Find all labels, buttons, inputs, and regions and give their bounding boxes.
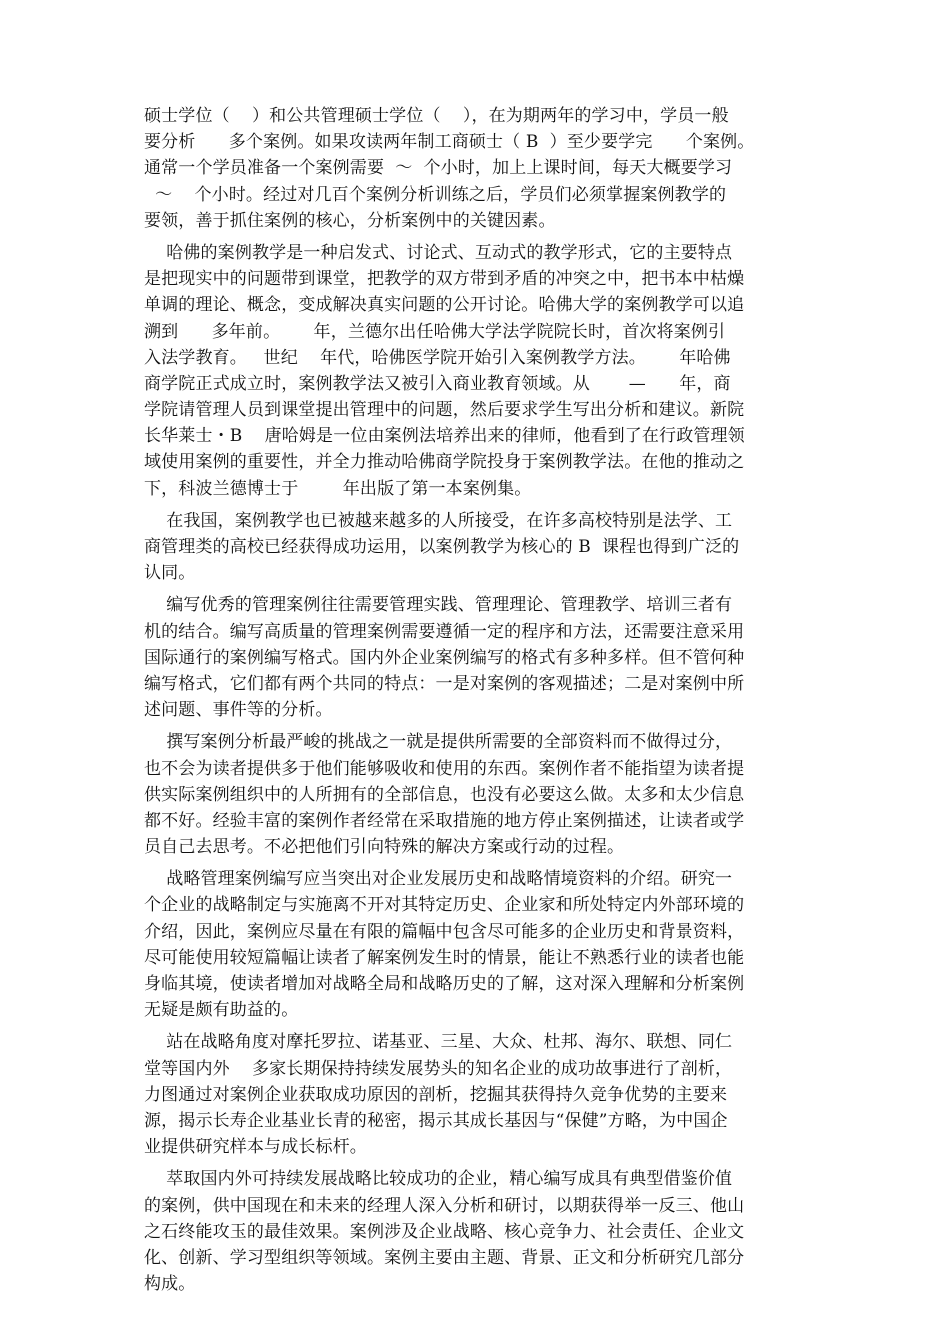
- text-line: 长华莱士・B 唐哈姆是一位由案例法培养出来的律师，他看到了在行政管理领: [144, 426, 745, 447]
- text-line: 入法学教育。 世纪 年代，哈佛医学院开始引入案例教学方法。 年哈佛: [144, 347, 731, 368]
- paragraph: [144, 508, 810, 587]
- text-line: 之石终能攻玉的最佳效果。案例涉及企业战略、核心竞争力、社会责任、企业文: [144, 1221, 745, 1242]
- text-line: 商管理类的高校已经获得成功运用，以案例教学为核心的 B 课程也得到广泛的: [144, 537, 740, 557]
- paragraph: [144, 1029, 810, 1160]
- text-line: 力图通过对案例企业获取成功原因的剖析，挖掘其获得持久竞争优势的主要来: [144, 1084, 728, 1105]
- text-line: 通常一个学员准备一个案例需要 ～ 个小时，加上上课时间，每天大概要学习: [144, 158, 733, 179]
- text-line: 尽可能使用较短篇幅让读者了解案例发生时的情景，能让不熟悉行业的读者也能: [144, 947, 745, 968]
- text-line: 业提供研究样本与成长标杆。: [144, 1137, 373, 1158]
- text-line: 国际通行的案例编写格式。国内外企业案例编写的格式有多种多样。但不管何种: [144, 647, 745, 668]
- text-line: 供实际案例组织中的人所拥有的全部信息，也没有必要这么做。太多和太少信息: [144, 784, 745, 805]
- document-body: [144, 103, 810, 1297]
- text-line: 要分析 多个案例。如果攻读两年制工商硕士（ B ）至少要学完 个案例。: [144, 132, 755, 153]
- text-line: 也不会为读者提供多于他们能够吸收和使用的东西。案例作者不能指望为读者提: [144, 758, 745, 779]
- paragraph: [144, 1166, 810, 1297]
- text-line: 编写优秀的管理案例往往需要管理实践、管理理论、管理教学、培训三者有: [144, 595, 733, 616]
- text-line: 下，科波兰德博士于 年出版了第一本案例集。: [144, 478, 537, 499]
- text-line: 在我国，案例教学也已被越来越多的人所接受，在许多高校特别是法学、工: [144, 510, 733, 531]
- paragraph: [144, 103, 810, 234]
- text-line: 员自己去思考。不必把他们引向特殊的解决方案或行动的过程。: [144, 837, 630, 858]
- text-line: 述问题、事件等的分析。: [144, 700, 339, 721]
- text-line: 单调的理论、概念，变成解决真实问题的公开讨论。哈佛大学的案例教学可以追: [144, 295, 745, 316]
- text-line: 无疑是颇有助益的。: [144, 1000, 304, 1021]
- text-line: 机的结合。编写高质量的管理案例需要遵循一定的程序和方法，还需要注意采用: [144, 621, 745, 642]
- text-line: 哈佛的案例教学是一种启发式、讨论式、互动式的教学形式，它的主要特点: [144, 242, 733, 263]
- text-line: 源，揭示长寿企业基业长青的秘密，揭示其成长基因与“保健”方略，为中国企: [144, 1110, 728, 1131]
- text-line: 化、创新、学习型组织等领域。案例主要由主题、背景、正文和分析研究几部分: [144, 1247, 745, 1268]
- text-line: 撰写案例分析最严峻的挑战之一就是提供所需要的全部资料而不做得过分，: [144, 732, 733, 753]
- paragraph: [144, 240, 810, 502]
- text-line: 个企业的战略制定与实施离不开对其特定历史、企业家和所处特定内外部环境的: [144, 895, 745, 916]
- text-line: 站在战略角度对摩托罗拉、诺基亚、三星、大众、杜邦、海尔、联想、同仁: [144, 1032, 733, 1053]
- paragraph: [144, 729, 810, 860]
- text-line: 介绍，因此，案例应尽量在有限的篇幅中包含尽可能多的企业历史和背景资料，: [144, 921, 745, 942]
- paragraph: [144, 866, 810, 1023]
- text-line: 商学院正式成立时，案例教学法又被引入商业教育领域。从 — 年，商: [144, 373, 731, 394]
- text-line: 硕士学位（ ）和公共管理硕士学位（ ），在为期两年的学习中，学员一般: [144, 106, 729, 126]
- text-line: 学院请管理人员到课堂提出管理中的问题，然后要求学生写出分析和建议。新院: [144, 400, 745, 421]
- text-line: 是把现实中的问题带到课堂，把教学的双方带到矛盾的冲突之中，把书本中枯燥: [144, 269, 745, 290]
- text-line: 都不好。经验丰富的案例作者经常在采取措施的地方停止案例描述，让读者或学: [144, 810, 745, 831]
- text-line: 认同。: [144, 563, 202, 584]
- text-line: 萃取国内外可持续发展战略比较成功的企业，精心编写成具有典型借鉴价值: [144, 1169, 733, 1190]
- paragraph: [144, 592, 810, 723]
- text-line: 溯到 多年前。 年，兰德尔出任哈佛大学法学院院长时，首次将案例引: [144, 321, 726, 342]
- text-line: ～ 个小时。经过对几百个案例分析训练之后，学员们必须掌握案例教学的: [144, 184, 727, 205]
- text-line: 堂等国内外 多家长期保持持续发展势头的知名企业的成功故事进行了剖析，: [144, 1058, 733, 1079]
- text-line: 身临其境，使读者增加对战略全局和战略历史的了解，这对深入理解和分析案例: [144, 974, 745, 994]
- text-line: 域使用案例的重要性，并全力推动哈佛商学院投身于案例教学法。在他的推动之: [144, 452, 745, 473]
- text-line: 构成。: [144, 1274, 202, 1295]
- text-line: 的案例，供中国现在和未来的经理人深入分析和研讨，以期获得举一反三、他山: [144, 1195, 745, 1216]
- text-line: 要领，善于抓住案例的核心，分析案例中的关键因素。: [144, 210, 562, 231]
- text-line: 编写格式，它们都有两个共同的特点：一是对案例的客观描述；二是对案例中所: [144, 673, 745, 694]
- text-line: 战略管理案例编写应当突出对企业发展历史和战略情境资料的介绍。研究一: [144, 869, 733, 890]
